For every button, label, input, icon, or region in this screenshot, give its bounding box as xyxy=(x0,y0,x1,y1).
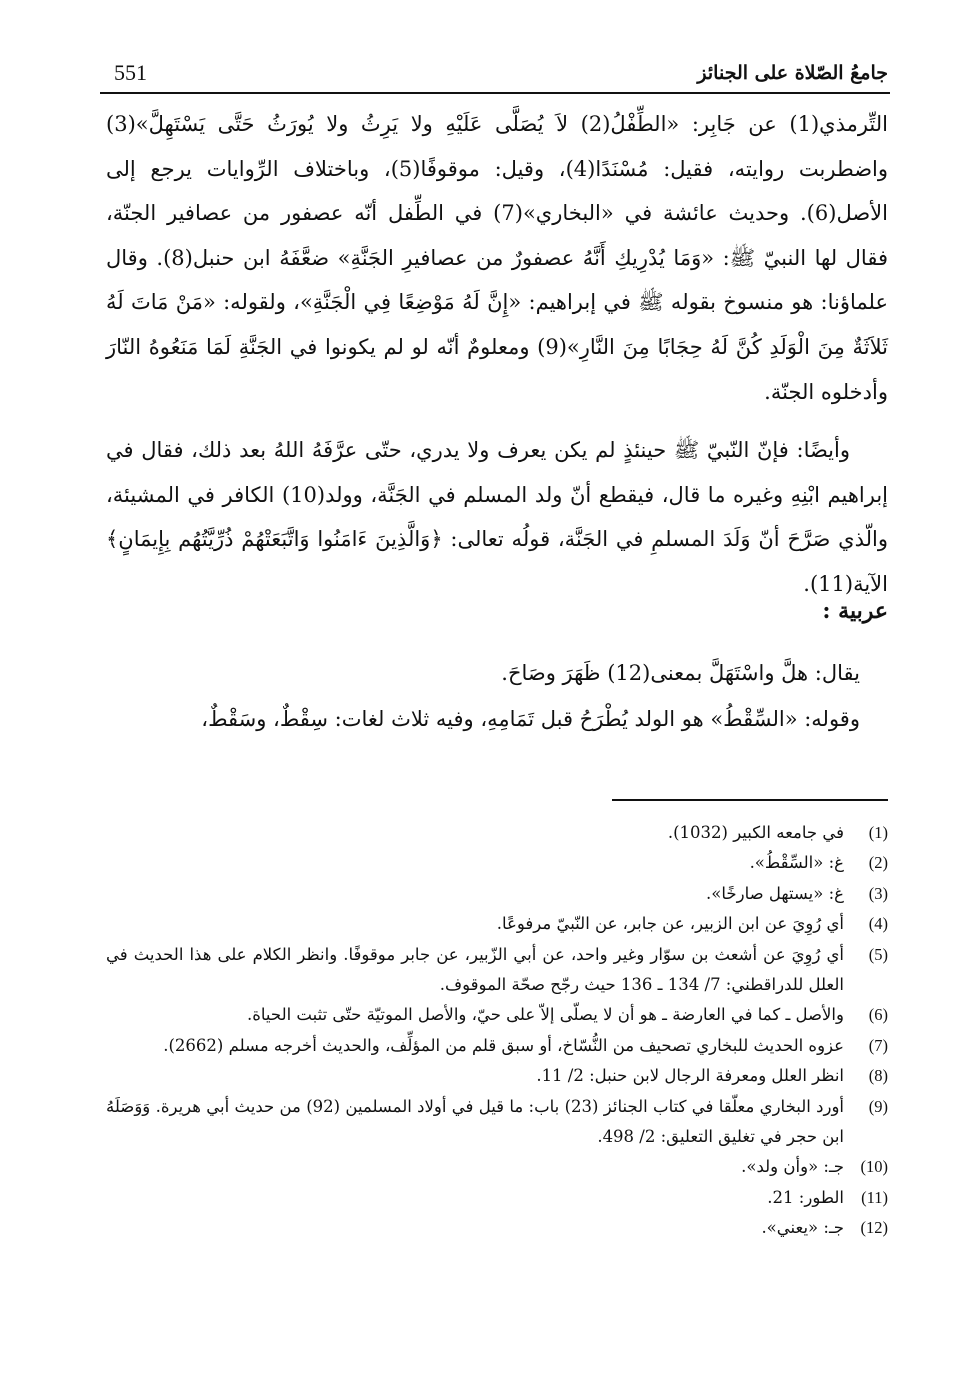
footnote-item xyxy=(106,1152,888,1182)
arabiya-line-2: وقوله: «السِّقْطُ» هو الولد يُطْرَحُ قبل تَمَامِهِ، وفيه ثلاث لغات: سِقْطٌ، وسَقْطٌ، xyxy=(201,707,860,731)
footnote-item xyxy=(106,1031,888,1061)
footnote-text: عزوه الحديث للبخاري تصحيف من النُّسّاخ، أو سبق قلم من المؤلِّف، والحديث أخرجه مسلم (2662). xyxy=(163,1035,844,1055)
footnote-item xyxy=(106,879,888,909)
footnote-number: (1) xyxy=(868,823,888,842)
arabiya-line-1: يقال: هلَّ واسْتَهَلَّ بمعنى(12) ظَهَرَ وصَاحَ. xyxy=(501,661,860,685)
footnote-number: (5) xyxy=(868,944,888,964)
footnote-item xyxy=(106,1183,888,1213)
section-heading-arabiya: عربية : xyxy=(822,598,888,624)
footnote-number: (4) xyxy=(868,914,888,934)
footnote-number: (7) xyxy=(868,1035,888,1055)
footnote-text: أورد البخاري معلّقا في كتاب الجنائز (23) باب: ما قيل في أولاد المسلمين (92) من حديث أبي هريرة. وَوَصَلَهُ ابن حجر في تغليق التعليق: 2/ 498. xyxy=(106,1096,845,1147)
paragraph-2: وأيضًا: فإنّ النّبيّ ﷺ حينئذٍ لم يكن يعرف ولا يدري، حتّى عرَّفَهُ اللهُ بعد ذلك، فقال في إبراهيم ابْنِهِ وغيره ما قال، فيقطع أنّ ولد المسلم في الجَنَّة، وولد(10) الكافر في المشيئة، والّذي صَرَّحَ أنّ وَلَدَ المسلمِ في الجَنَّة، قولُه تعالى: ﴿وَالَّذِينَ ءَامَنُوا وَاتَّبَعَتْهُمْ ذُرِّيَّتُهُم بِإِيمَانٍ﴾ الآية(11). xyxy=(106,438,888,596)
footnote-number: (3) xyxy=(868,883,888,903)
footnote-number: (6) xyxy=(868,1005,888,1025)
arabiya-text xyxy=(106,650,888,742)
footnote-item xyxy=(106,1092,888,1153)
footnote-item xyxy=(106,1061,888,1091)
footnote-number: (8) xyxy=(868,1066,888,1086)
footnote-text: الطور: 21. xyxy=(767,1187,844,1207)
running-title: جامعُ الصّلاة على الجنائز xyxy=(697,62,888,84)
footnote-item xyxy=(106,848,888,878)
main-text xyxy=(106,102,888,607)
page-number: 551 xyxy=(114,60,147,85)
footnote-number: (2) xyxy=(868,853,888,873)
footnote-text: أي رُوِيَ عن أشعث بن سوّار وغير واحد، عن أبي الزّبير، عن جابر موقوفًا. وانظر الكلام على هذا الحديث في العلل للدراقطني: 7/ 134 ـ 136 حيث رجّح صحّة الموقوف. xyxy=(106,944,844,995)
footnote-text: غ: «يستهل صارخًا». xyxy=(706,883,844,903)
footnote-item xyxy=(106,940,888,1001)
footnote-text: جـ: «يعني». xyxy=(761,1218,844,1238)
footnote-item xyxy=(106,818,888,848)
footnote-item xyxy=(106,1213,888,1243)
footnote-text: والأصل ـ كما في العارضة ـ هو أن لا يصلّى إلاّ على حيّ، والأصل الموتيّة حتّى تثبت الحياة. xyxy=(247,1005,844,1025)
footnote-text: جـ: «وأن ولد». xyxy=(741,1157,844,1177)
footnote-item xyxy=(106,909,888,939)
footnote-text: انظر العلل ومعرفة الرجال لابن حنبل: 2/ 11. xyxy=(536,1066,844,1086)
footnote-text: في جامعه الكبير (1032). xyxy=(667,823,844,842)
footnote-divider xyxy=(612,799,888,801)
footnote-text: أي رُوِيَ عن ابن الزبير، عن جابر، عن النّبيّ مرفوعًا. xyxy=(496,914,844,934)
page-header xyxy=(100,58,890,94)
footnotes xyxy=(106,818,888,1244)
footnote-number: (11) xyxy=(861,1187,888,1207)
footnote-number: (10) xyxy=(860,1157,888,1177)
footnote-text: غ: «السِّقْطُ». xyxy=(749,853,844,873)
footnote-item xyxy=(106,1000,888,1030)
footnote-number: (12) xyxy=(860,1218,888,1238)
paragraph-1: التِّرمذي(1) عن جَابِر: «الطِّفْلُ(2) لاَ يُصَلَّى عَلَيْهِ ولا يَرِثُ ولا يُورَثُ حَتَّى يَسْتَهِلَّ»(3) واضطربت روايته، فقيل: مُسْنَدًا(4)، وقيل: موقوفًا(5)، وباختلاف الرِّوايات يرجع إلى الأصل(6). وحديث عائشة في «البخاري»(7) في الطِّفل أنّه عصفور من عصافير الجنّة، فقال لها النبيّ ﷺ: «وَمَا يُدْرِيكِ أَنَّهُ عصفورٌ من عصافيرِ الجَنَّةِ» ضعَّفَهُ ابن حنبل(8). وقال علماؤنا: هو منسوخ بقوله ﷺ في إبراهيم: «إِنَّ لَهُ مَوْضِعًا فِي الْجَنَّةِ»، ولقوله: «مَنْ مَاتَ لَهُ ثَلاَثَةٌ مِنَ الْوَلَدِ كُنَّ لَهُ حِجَابًا مِنَ النَّارِ»(9) ومعلومٌ أنّه لو لم يكونوا في الجَنَّةِ لَمَا مَنَعُوهُ النّارَ وأدخلوه الجنّة. xyxy=(106,112,889,404)
footnote-number: (9) xyxy=(868,1096,888,1116)
